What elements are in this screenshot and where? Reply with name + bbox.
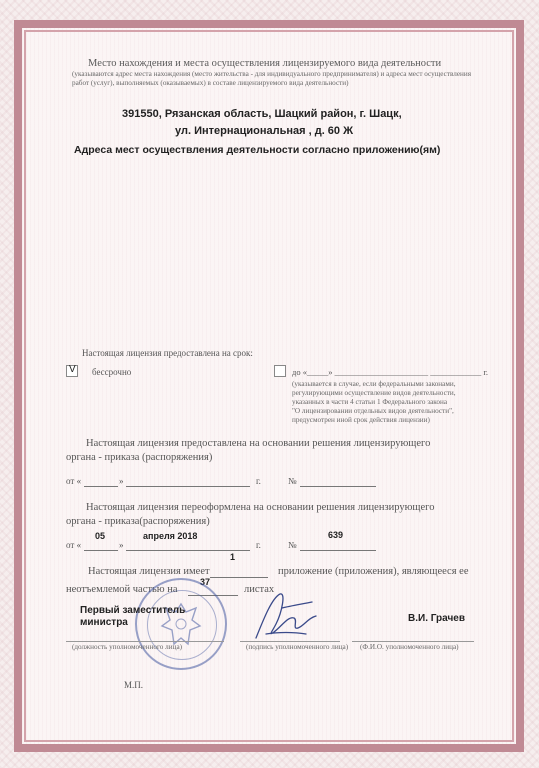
signature-caption-line [240,641,340,642]
reissue-line1: Настоящая лицензия переоформлена на основании решения лицензирующего [86,502,435,513]
attachments-text-before: Настоящая лицензия имеет [88,566,210,577]
attachments-text-line2: неотъемлемой частью на [66,584,178,595]
attachment-count-line [210,577,268,578]
name-caption-line [352,641,474,642]
until-label: до «_____» ______________________ ____________ г. [292,367,488,377]
reissue-line2: органа - приказа(распоряжения) [66,516,210,527]
attachments-pages-label: листах [244,584,275,595]
basis-date-prefix: от « [66,476,82,486]
basis-line1: Настоящая лицензия предоставлена на основании решения лицензирующего [86,438,431,449]
basis-number-line [300,486,376,487]
basis-month-line [126,486,250,487]
term-intro: Настоящая лицензия предоставлена на срок: [82,348,253,358]
attachments-text-after: приложение (приложения), являющееся ее [278,566,469,577]
reissue-day: 05 [95,531,106,541]
reissue-date-mid: » [119,540,124,550]
header-note-line2: работ (услуг), выполняемых (оказываемых) в составе лицензируемого вида деятельности) [72,79,349,87]
reissue-month-year: апреля 2018 [143,531,198,541]
unlimited-checkmark: V [69,364,76,375]
until-checkbox [274,365,286,377]
reissue-day-line [84,550,118,551]
term-note-line5: предусмотрен иной срок действия лицензии) [292,416,430,424]
caption-position: (должность уполномоченного лица) [72,643,183,651]
basis-line2: органа - приказа (распоряжения) [66,452,213,463]
address-line2: ул. Интернациональная , д. 60 Ж [175,125,354,137]
signatory-name: В.И. Грачев [408,613,465,624]
address-line1: 391550, Рязанская область, Шацкий район, г. Шацк, [122,108,402,120]
address-line3: Адреса мест осуществления деятельности согласно приложению(ям) [74,144,441,156]
term-note-line1: (указывается в случае, если федеральными законами, [292,380,456,388]
reissue-month-line [126,550,250,551]
position-caption-line [66,641,224,642]
term-note-line3: указанных в части 4 статьи 1 Федерального закона [292,398,448,406]
reissue-number: 639 [328,530,344,540]
handwritten-signature [246,588,326,646]
attachment-count: 1 [230,552,236,562]
caption-name: (Ф.И.О. уполномоченного лица) [360,643,459,651]
stamp-label: М.П. [124,680,144,690]
basis-number-label: № [288,476,297,486]
reissue-date-prefix: от « [66,540,82,550]
signatory-position-line2: министра [80,617,128,628]
attachment-pages: 37 [200,577,211,587]
reissue-number-label: № [288,540,297,550]
term-note-line4: "О лицензировании отдельных видов деятельности", [292,407,454,415]
basis-day-line [84,486,118,487]
reissue-number-line [300,550,376,551]
header-title: Место нахождения и места осуществления лицензируемого вида деятельности [88,58,442,69]
unlimited-label: бессрочно [92,367,132,377]
basis-date-mid: » [119,476,124,486]
header-note-line1: (указываются адрес места нахождения (место жительства - для индивидуального предпринимателя) и адреса мест осуществления [72,70,472,78]
signatory-position-line1: Первый заместитель [80,605,186,616]
caption-signature: (подпись уполномоченного лица) [246,643,349,651]
reissue-year-suffix: г. [256,540,261,550]
basis-year-suffix: г. [256,476,261,486]
term-note-line2: регулирующими осуществление видов деятельности, [292,389,456,397]
